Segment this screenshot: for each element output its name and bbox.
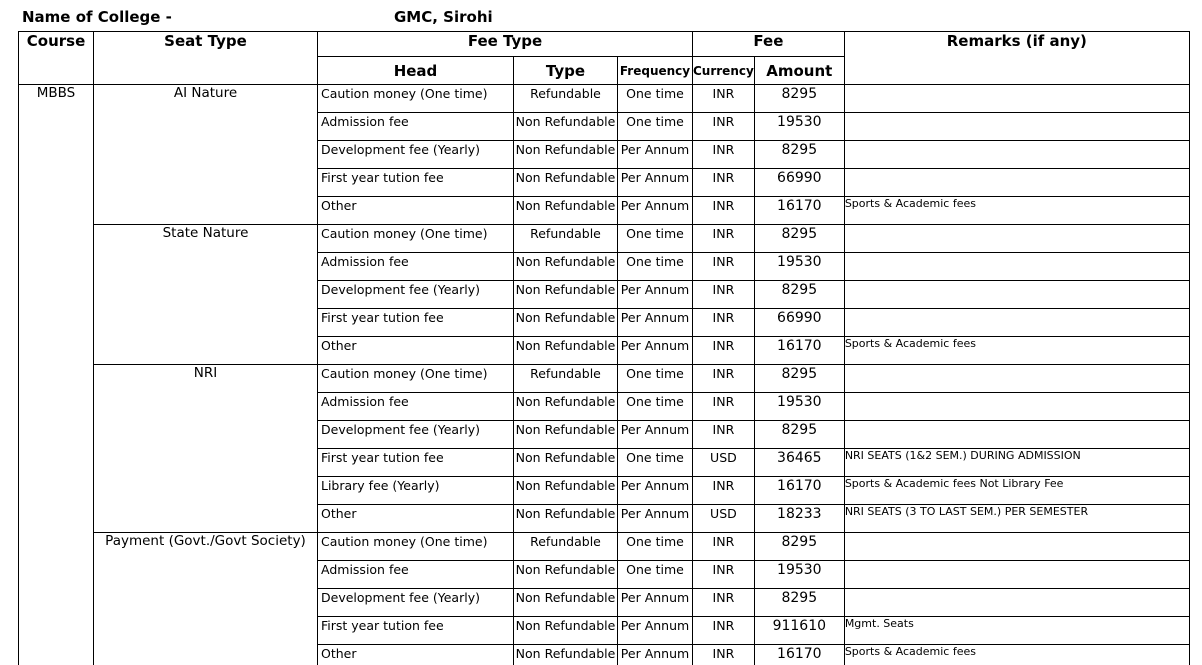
type-cell: Refundable [514,225,618,253]
remarks-cell [844,393,1189,421]
frequency-cell: Per Annum [618,309,693,337]
type-cell: Non Refundable [514,617,618,645]
remarks-cell: Sports & Academic fees [844,645,1189,665]
amount-cell: 8295 [754,421,844,449]
amount-cell: 8295 [754,589,844,617]
amount-cell: 16170 [754,477,844,505]
frequency-cell: Per Annum [618,197,693,225]
currency-cell: INR [693,393,755,421]
head-cell: Caution money (One time) [318,225,514,253]
type-cell: Non Refundable [514,169,618,197]
currency-cell: INR [693,85,755,113]
currency-cell: INR [693,561,755,589]
currency-cell: INR [693,617,755,645]
remarks-cell [844,113,1189,141]
amount-cell: 18233 [754,505,844,533]
head-cell: First year tution fee [318,169,514,197]
frequency-cell: Per Annum [618,421,693,449]
type-cell: Non Refundable [514,421,618,449]
amount-cell: 16170 [754,197,844,225]
frequency-cell: Per Annum [618,645,693,665]
header-fee-type: Fee Type [318,32,693,57]
remarks-cell [844,309,1189,337]
frequency-cell: One time [618,253,693,281]
frequency-cell: One time [618,393,693,421]
frequency-cell: One time [618,365,693,393]
head-cell: Development fee (Yearly) [318,421,514,449]
remarks-cell: Mgmt. Seats [844,617,1189,645]
frequency-cell: One time [618,533,693,561]
header-type: Type [514,57,618,85]
remarks-cell [844,533,1189,561]
amount-cell: 16170 [754,645,844,665]
head-cell: Other [318,645,514,665]
remarks-cell [844,365,1189,393]
frequency-cell: One time [618,561,693,589]
college-label: Name of College - [22,8,172,26]
type-cell: Non Refundable [514,141,618,169]
type-cell: Non Refundable [514,477,618,505]
header-currency: Currency [693,57,755,85]
remarks-cell: Sports & Academic fees Not Library Fee [844,477,1189,505]
currency-cell: INR [693,281,755,309]
amount-cell: 8295 [754,365,844,393]
type-cell: Refundable [514,85,618,113]
remarks-cell [844,141,1189,169]
head-cell: Development fee (Yearly) [318,141,514,169]
course-cell: MBBS [19,85,94,665]
head-cell: First year tution fee [318,309,514,337]
seat-type-cell: AI Nature [94,85,318,225]
header-remarks: Remarks (if any) [844,32,1189,85]
type-cell: Non Refundable [514,393,618,421]
type-cell: Non Refundable [514,589,618,617]
frequency-cell: Per Annum [618,169,693,197]
head-cell: Admission fee [318,253,514,281]
amount-cell: 19530 [754,253,844,281]
currency-cell: INR [693,337,755,365]
currency-cell: USD [693,505,755,533]
amount-cell: 16170 [754,337,844,365]
head-cell: Caution money (One time) [318,365,514,393]
frequency-cell: One time [618,449,693,477]
currency-cell: INR [693,589,755,617]
amount-cell: 8295 [754,85,844,113]
amount-cell: 66990 [754,309,844,337]
currency-cell: INR [693,141,755,169]
currency-cell: INR [693,309,755,337]
seat-type-cell: NRI [94,365,318,533]
amount-cell: 911610 [754,617,844,645]
currency-cell: INR [693,113,755,141]
head-cell: Other [318,197,514,225]
remarks-cell [844,561,1189,589]
head-cell: Admission fee [318,113,514,141]
currency-cell: USD [693,449,755,477]
header-fee: Fee [693,32,845,57]
type-cell: Non Refundable [514,561,618,589]
frequency-cell: Per Annum [618,337,693,365]
type-cell: Non Refundable [514,337,618,365]
frequency-cell: Per Annum [618,589,693,617]
currency-cell: INR [693,169,755,197]
header-head: Head [318,57,514,85]
frequency-cell: Per Annum [618,617,693,645]
currency-cell: INR [693,421,755,449]
table-row [19,533,1190,561]
type-cell: Non Refundable [514,449,618,477]
head-cell: Other [318,505,514,533]
fee-table [18,31,1190,665]
amount-cell: 8295 [754,225,844,253]
currency-cell: INR [693,477,755,505]
type-cell: Non Refundable [514,505,618,533]
amount-cell: 66990 [754,169,844,197]
header-course: Course [19,32,94,85]
amount-cell: 36465 [754,449,844,477]
type-cell: Non Refundable [514,253,618,281]
currency-cell: INR [693,645,755,665]
frequency-cell: One time [618,113,693,141]
remarks-cell [844,589,1189,617]
head-cell: Library fee (Yearly) [318,477,514,505]
remarks-cell [844,421,1189,449]
head-cell: Development fee (Yearly) [318,281,514,309]
frequency-cell: Per Annum [618,141,693,169]
currency-cell: INR [693,225,755,253]
amount-cell: 19530 [754,393,844,421]
frequency-cell: Per Annum [618,505,693,533]
header-frequency: Frequency [618,57,693,85]
type-cell: Non Refundable [514,113,618,141]
remarks-cell: Sports & Academic fees [844,337,1189,365]
head-cell: Admission fee [318,393,514,421]
type-cell: Non Refundable [514,309,618,337]
amount-cell: 8295 [754,281,844,309]
type-cell: Non Refundable [514,281,618,309]
header-seat-type: Seat Type [94,32,318,85]
amount-cell: 8295 [754,141,844,169]
remarks-cell: Sports & Academic fees [844,197,1189,225]
currency-cell: INR [693,197,755,225]
remarks-cell [844,253,1189,281]
currency-cell: INR [693,365,755,393]
type-cell: Refundable [514,365,618,393]
head-cell: Caution money (One time) [318,85,514,113]
college-name: GMC, Sirohi [394,8,493,26]
remarks-cell [844,225,1189,253]
currency-cell: INR [693,533,755,561]
currency-cell: INR [693,253,755,281]
amount-cell: 19530 [754,561,844,589]
head-cell: Admission fee [318,561,514,589]
remarks-cell [844,85,1189,113]
head-cell: Other [318,337,514,365]
frequency-cell: Per Annum [618,281,693,309]
head-cell: Development fee (Yearly) [318,589,514,617]
head-cell: First year tution fee [318,449,514,477]
table-row [19,225,1190,253]
head-cell: First year tution fee [318,617,514,645]
type-cell: Non Refundable [514,645,618,665]
seat-type-cell: State Nature [94,225,318,365]
remarks-cell: NRI SEATS (1&2 SEM.) DURING ADMISSION [844,449,1189,477]
fee-table-body [19,85,1190,665]
type-cell: Refundable [514,533,618,561]
frequency-cell: Per Annum [618,477,693,505]
frequency-cell: One time [618,225,693,253]
head-cell: Caution money (One time) [318,533,514,561]
frequency-cell: One time [618,85,693,113]
remarks-cell [844,281,1189,309]
remarks-cell [844,169,1189,197]
type-cell: Non Refundable [514,197,618,225]
amount-cell: 19530 [754,113,844,141]
amount-cell: 8295 [754,533,844,561]
remarks-cell: NRI SEATS (3 TO LAST SEM.) PER SEMESTER [844,505,1189,533]
header-amount: Amount [754,57,844,85]
seat-type-cell: Payment (Govt./Govt Society) [94,533,318,665]
table-row [19,85,1190,113]
table-row [19,365,1190,393]
